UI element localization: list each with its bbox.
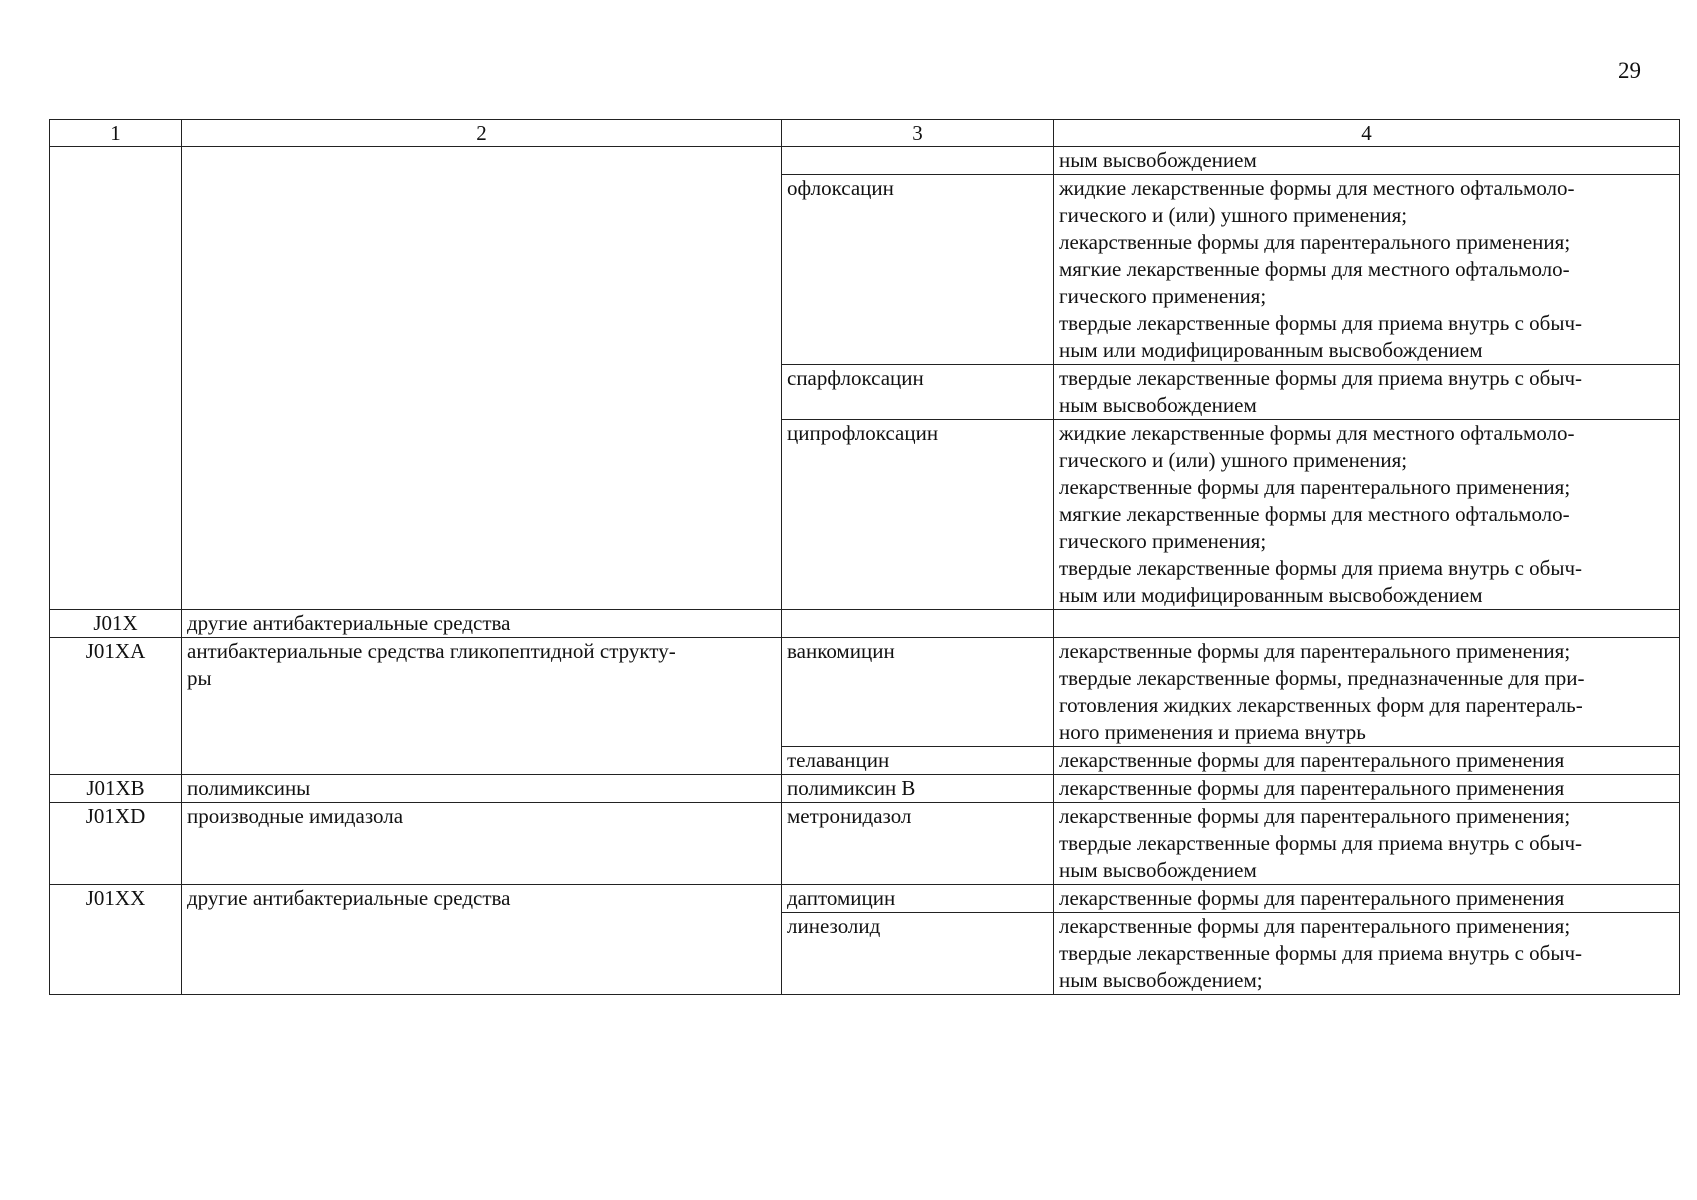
drug-name-cell [782, 147, 1054, 175]
drug-name-cell: ванкомицин [782, 638, 1054, 747]
drug-name-cell: метронидазол [782, 803, 1054, 885]
drug-table [49, 119, 1680, 995]
atc-code-cell [50, 147, 182, 610]
drug-name-cell: офлоксацин [782, 175, 1054, 365]
drug-name-cell: линезолид [782, 913, 1054, 995]
table-row [50, 885, 1680, 913]
atc-code-cell: J01XB [50, 775, 182, 803]
group-name-cell: антибактериальные средства гликопептидной структу- ры [182, 638, 782, 775]
dosage-forms-cell: лекарственные формы для парентерального применения [1054, 885, 1680, 913]
group-name-cell: другие антибактериальные средства [182, 885, 782, 995]
atc-code-cell: J01XA [50, 638, 182, 775]
table-row [50, 147, 1680, 175]
drug-name-cell: даптомицин [782, 885, 1054, 913]
atc-code-cell: J01XD [50, 803, 182, 885]
table-row [50, 775, 1680, 803]
group-name-cell [182, 147, 782, 610]
table-row [50, 610, 1680, 638]
dosage-forms-cell: твердые лекарственные формы для приема внутрь с обыч- ным высвобождением [1054, 365, 1680, 420]
column-header: 4 [1054, 120, 1680, 147]
group-name-cell: другие антибактериальные средства [182, 610, 782, 638]
drug-name-cell: спарфлоксацин [782, 365, 1054, 420]
column-header: 2 [182, 120, 782, 147]
table-header-row [50, 120, 1680, 147]
page-number: 29 [1618, 58, 1641, 83]
dosage-forms-cell: жидкие лекарственные формы для местного офтальмоло- гического и (или) ушного применения; лекарственные формы для парентерального применения; мягкие лекарственные формы для местного офтальмоло- гического применения; твердые лекарственные формы для приема внутрь с обыч- ным или модифицированным высвобождением [1054, 175, 1680, 365]
table-row [50, 638, 1680, 747]
column-header: 3 [782, 120, 1054, 147]
atc-code-cell: J01X [50, 610, 182, 638]
dosage-forms-cell: лекарственные формы для парентерального применения [1054, 775, 1680, 803]
drug-name-cell: телаванцин [782, 747, 1054, 775]
table-row [50, 803, 1680, 885]
dosage-forms-cell: лекарственные формы для парентерального применения; твердые лекарственные формы, предназначенные для при- готовления жидких лекарственных форм для парентераль- ного применения и приема внутрь [1054, 638, 1680, 747]
drug-name-cell: ципрофлоксацин [782, 420, 1054, 610]
dosage-forms-cell: ным высвобождением [1054, 147, 1680, 175]
group-name-cell: полимиксины [182, 775, 782, 803]
group-name-cell: производные имидазола [182, 803, 782, 885]
column-header: 1 [50, 120, 182, 147]
dosage-forms-cell: лекарственные формы для парентерального применения; твердые лекарственные формы для приема внутрь с обыч- ным высвобождением [1054, 803, 1680, 885]
dosage-forms-cell [1054, 610, 1680, 638]
drug-name-cell [782, 610, 1054, 638]
dosage-forms-cell: жидкие лекарственные формы для местного офтальмоло- гического и (или) ушного применения; лекарственные формы для парентерального применения; мягкие лекарственные формы для местного офтальмоло- гического применения; твердые лекарственные формы для приема внутрь с обыч- ным или модифицированным высвобождением [1054, 420, 1680, 610]
dosage-forms-cell: лекарственные формы для парентерального применения [1054, 747, 1680, 775]
drug-name-cell: полимиксин В [782, 775, 1054, 803]
dosage-forms-cell: лекарственные формы для парентерального применения; твердые лекарственные формы для приема внутрь с обыч- ным высвобождением; [1054, 913, 1680, 995]
atc-code-cell: J01XX [50, 885, 182, 995]
